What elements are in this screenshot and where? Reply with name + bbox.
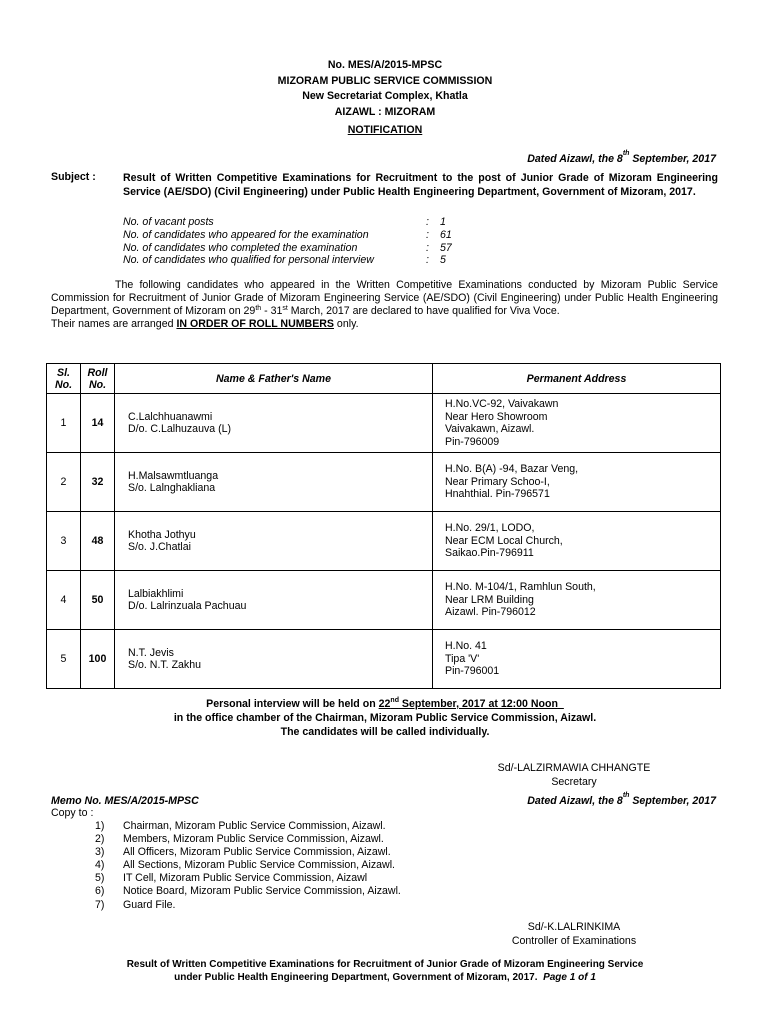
stat-value: 1 <box>440 216 446 228</box>
cell-address: H.No. B(A) -94, Bazar Veng, Near Primary Schoo-I, Hnahthial. Pin-796571 <box>433 453 721 512</box>
table-row <box>47 453 721 512</box>
cell-sl: 4 <box>47 571 81 630</box>
list-item: 2) Members, Mizoram Public Service Commission, Aizawl. <box>95 833 384 846</box>
memo-dated-line: Dated Aizawl, the 8th September, 2017 <box>527 792 716 807</box>
subject-text: Result of Written Competitive Examinations for Recruitment to the post of Junior Grade of Mizoram Engineering Service (AE/SDO) (Civil Engineering) under Public Health Engineering Department, Government of Mizoram, 2017. <box>123 172 718 198</box>
subject-label: Subject : <box>51 171 96 183</box>
cell-sl: 2 <box>47 453 81 512</box>
signatory-title: Controller of Examinations <box>511 935 637 947</box>
father-name: D/o. C.Lalhuzauva (L) <box>128 423 232 435</box>
interview-line1: Personal interview will be held on 22nd September, 2017 at 12:00 Noon <box>206 697 558 710</box>
stat-label: No. of candidates who completed the examination <box>123 241 358 254</box>
signatory-name: Sd/-K.LALRINKIMA <box>527 921 621 933</box>
candidate-name: Khotha Jothyu <box>128 528 196 541</box>
cell-sl: 1 <box>47 394 81 453</box>
names-order-text <box>51 318 718 331</box>
exam-statistics <box>123 216 452 267</box>
cell-roll: 48 <box>81 512 115 571</box>
cell-sl: 3 <box>47 512 81 571</box>
organization-name: MIZORAM PUBLIC SERVICE COMMISSION <box>277 74 493 87</box>
footer-line2: under Public Health Engineering Department, Government of Mizoram, 2017. Page 1 of 1 <box>174 972 596 983</box>
stat-row: No. of vacant posts : 1 <box>123 216 446 228</box>
candidate-name: Lalbiakhlimi <box>128 587 184 600</box>
candidates-table <box>46 363 721 689</box>
names-prefix: Their names are arranged <box>51 318 177 330</box>
father-name: S/o. N.T. Zakhu <box>128 659 202 671</box>
interview-notice <box>0 697 770 739</box>
col-sl-no: Sl. No. <box>47 364 81 394</box>
copy-to-list <box>95 820 401 912</box>
table-row <box>47 512 721 571</box>
names-bold: IN ORDER OF ROLL NUMBERS <box>176 318 334 330</box>
intro-sup1: th <box>255 305 262 312</box>
dated-prefix: Dated Aizawl, the 8 <box>527 153 623 165</box>
col-roll-no: Roll No. <box>81 364 115 394</box>
list-item: 5) IT Cell, Mizoram Public Service Commission, Aizawl <box>95 872 368 885</box>
interview-line2: in the office chamber of the Chairman, Mizoram Public Service Commission, Aizawl. <box>173 712 597 724</box>
stat-row: No. of candidates who qualified for personal interview : 5 <box>123 254 446 267</box>
cell-name <box>115 453 433 512</box>
signatory-title: Secretary <box>551 775 597 788</box>
col-name: Name & Father's Name <box>115 364 433 394</box>
page-number: Page 1 of 1 <box>543 972 596 983</box>
names-suffix: only. <box>333 318 359 330</box>
table-row <box>47 394 721 453</box>
intro-part3: March, 2017 are declared to have qualified for Viva Voce. <box>287 305 560 317</box>
candidate-name: H.Malsawmtluanga <box>128 469 219 482</box>
list-item: 1) Chairman, Mizoram Public Service Commission, Aizawl. <box>95 820 386 832</box>
list-item: 3) All Officers, Mizoram Public Service Commission, Aizawl. <box>95 846 391 859</box>
col-address: Permanent Address <box>433 364 721 394</box>
reference-number: No. MES/A/2015-MPSC <box>327 59 443 71</box>
cell-roll: 32 <box>81 453 115 512</box>
dated-line <box>527 150 716 165</box>
stat-label: No. of candidates who qualified for personal interview <box>123 254 374 267</box>
signatory-name: Sd/-LALZIRMAWIA CHHANGTE <box>497 762 651 774</box>
father-name: D/o. Lalrinzuala Pachuau <box>128 600 247 612</box>
stat-value: 57 <box>440 241 452 254</box>
cell-roll: 100 <box>81 630 115 689</box>
cell-roll: 14 <box>81 394 115 453</box>
cell-roll: 50 <box>81 571 115 630</box>
cell-address: H.No. 29/1, LODO, Near ECM Local Church, Saikao.Pin-796911 <box>433 512 721 571</box>
cell-address: H.No. 41 Tipa 'V' Pin-796001 <box>433 630 721 689</box>
intro-sup2: st <box>282 305 288 312</box>
footer-line1: Result of Written Competitive Examinations for Recruitment of Junior Grade of Mizoram Engineering Service <box>126 959 644 970</box>
stat-label: No. of candidates who appeared for the examination <box>123 228 369 241</box>
page-footer <box>0 958 770 984</box>
stat-label: No. of vacant posts <box>123 216 214 228</box>
table-row <box>47 630 721 689</box>
list-item: 7) Guard File. <box>95 898 176 911</box>
stat-row: No. of candidates who completed the examination : 57 <box>123 241 452 254</box>
dated-suffix: September, 2017 <box>629 153 716 165</box>
secretary-signature <box>484 762 664 789</box>
interview-line3: The candidates will be called individually. <box>280 726 490 738</box>
father-name: S/o. J.Chatlai <box>128 541 192 553</box>
cell-name <box>115 630 433 689</box>
stat-value: 5 <box>440 254 446 267</box>
cell-sl: 5 <box>47 630 81 689</box>
copy-to-label: Copy to : <box>51 807 94 819</box>
list-item: 6) Notice Board, Mizoram Public Service Commission, Aizawl. <box>95 885 401 898</box>
candidate-name: C.Lalchhuanawmi <box>128 410 213 423</box>
candidate-name: N.T. Jevis <box>128 646 174 659</box>
father-name: S/o. Lalnghakliana <box>128 482 216 494</box>
table-header-row <box>47 364 721 394</box>
cell-name <box>115 394 433 453</box>
cell-address: H.No. M-104/1, Ramhlun South, Near LRM Building Aizawl. Pin-796012 <box>433 571 721 630</box>
list-item: 4) All Sections, Mizoram Public Service Commission, Aizawl. <box>95 859 395 872</box>
organization-address: New Secretariat Complex, Khatla <box>302 90 468 102</box>
intro-part1: The following candidates who appeared in the Written Competitive Examinations conducted by Mizoram Public Service Commission for Recruitment of Junior Grade of Mizoram Engineering Service (AE/SDO) (Civil Engineering) under Public Health Engineering Department, Government of Mizoram on 29 <box>51 279 718 317</box>
intro-text <box>51 279 718 318</box>
memo-number: Memo No. MES/A/2015-MPSC <box>51 795 199 807</box>
table-row <box>47 571 721 630</box>
letterhead <box>0 58 770 120</box>
controller-signature <box>490 920 658 948</box>
body-paragraph <box>51 279 718 331</box>
notification-title: NOTIFICATION <box>347 124 423 136</box>
cell-address: H.No.VC-92, Vaivakawn Near Hero Showroom Vaivakawn, Aizawl. Pin-796009 <box>433 394 721 453</box>
stat-row: No. of candidates who appeared for the examination : 61 <box>123 228 452 241</box>
stat-value: 61 <box>440 228 452 241</box>
cell-name <box>115 512 433 571</box>
intro-part2: - 31 <box>261 305 283 317</box>
dated-sup: th <box>622 150 630 157</box>
cell-name <box>115 571 433 630</box>
organization-city: AIZAWL : MIZORAM <box>334 105 436 118</box>
